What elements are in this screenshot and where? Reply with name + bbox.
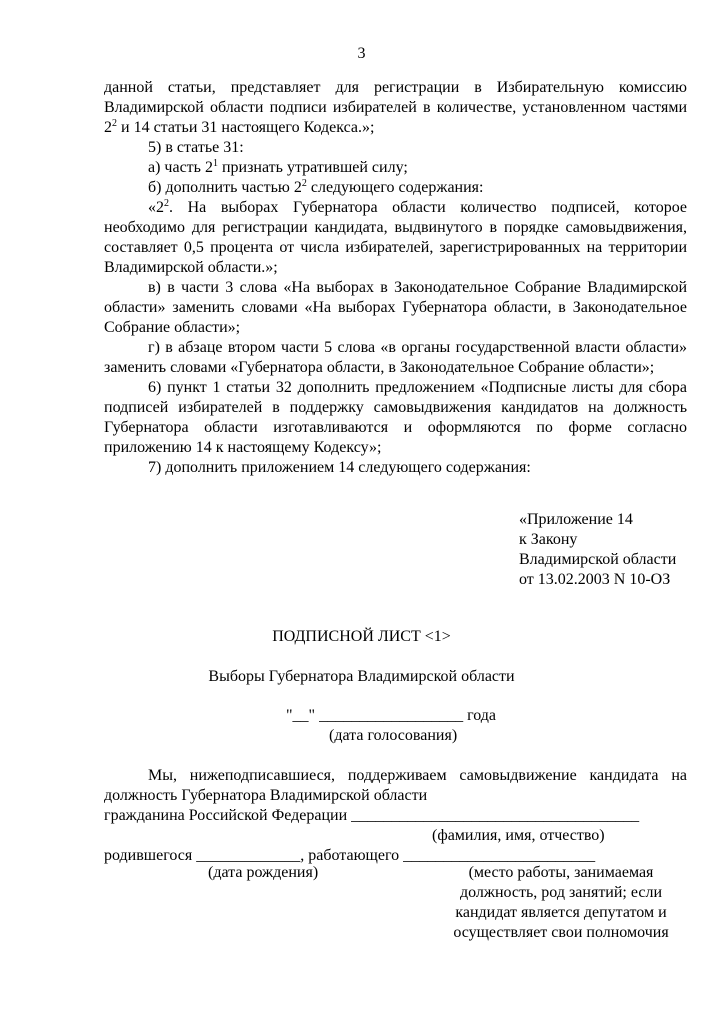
name-caption: (фамилия, имя, отчество) — [432, 827, 605, 844]
item-6: 6) пункт 1 статьи 32 дополнить предложением «Подписные листы для сбора подписей избирателей в поддержку самовыдвижения кандидатов на должность Губернатора области изготавливаются и оформляются по форме согласно приложению 14 к настоящему Кодексу»; — [104, 379, 687, 456]
form-intro: Мы, нижеподписавшиеся, поддерживаем самовыдвижение кандидата на должность Губернатора Владимирской области — [104, 767, 687, 804]
item-5v: в) в части 3 слова «На выборах в Законодательное Собрание Владимирской области» заменить словами «На выборах Губернатора области, в Законодательное Собрание области»; — [104, 279, 687, 336]
paragraph-continuation: данной статьи, представляет для регистрации в Избирательную комиссию Владимирской области подписи избирателей в количестве, установленном частями $2^2$ и 14 статьи 31 настоящего Кодекса.»; — [104, 79, 687, 136]
appendix-line: Владимирской области — [519, 551, 677, 568]
birth-date-caption: (дата рождения) — [208, 864, 319, 881]
item-5: 5) в статье 31: — [148, 139, 244, 156]
appendix-line: от 13.02.2003 N 10-ОЗ — [519, 571, 671, 588]
item-5b: б) дополнить частью $2^2$ следующего содержания: — [148, 178, 484, 196]
appendix-line: к Закону — [519, 531, 578, 548]
appendix-header — [519, 510, 676, 590]
citizen-line: гражданина Российской Федерации ____________________________________ — [104, 807, 640, 824]
voting-date-caption: (дата голосования) — [329, 727, 458, 744]
birth-work-line: родившегося _____________, работающего ________________________ — [104, 847, 596, 864]
page-number: 3 — [357, 45, 366, 62]
item-5g: г) в абзаце втором части 5 слова «в органы государственной власти области» заменить словами «Губернатора области, в Законодательное Собрание области»; — [104, 339, 687, 376]
form-title: ПОДПИСНОЙ ЛИСТ <1> — [272, 628, 451, 645]
item-5a: а) часть $2^1$ признать утратившей силу; — [148, 158, 408, 176]
item-7: 7) дополнить приложением 14 следующего содержания: — [148, 459, 531, 476]
voting-date-line: "__" __________________ года — [286, 707, 497, 724]
appendix-line: «Приложение 14 — [519, 511, 633, 528]
quoted-part-2-2: «$2^2$. На выборах Губернатора области количество подписей, которое необходимо для регистрации кандидата, выдвинутого в порядке самовыдвижения, составляет 0,5 процента от числа избирателей, зарегистрированных на территории Владимирской области.»; — [104, 198, 687, 276]
amendment-text — [104, 78, 687, 478]
form-subtitle: Выборы Губернатора Владимирской области — [208, 668, 515, 685]
work-caption: (место работы, занимаемая должность, род занятий; если кандидат является депутатом и осуществляет свои полномочия — [453, 864, 669, 941]
